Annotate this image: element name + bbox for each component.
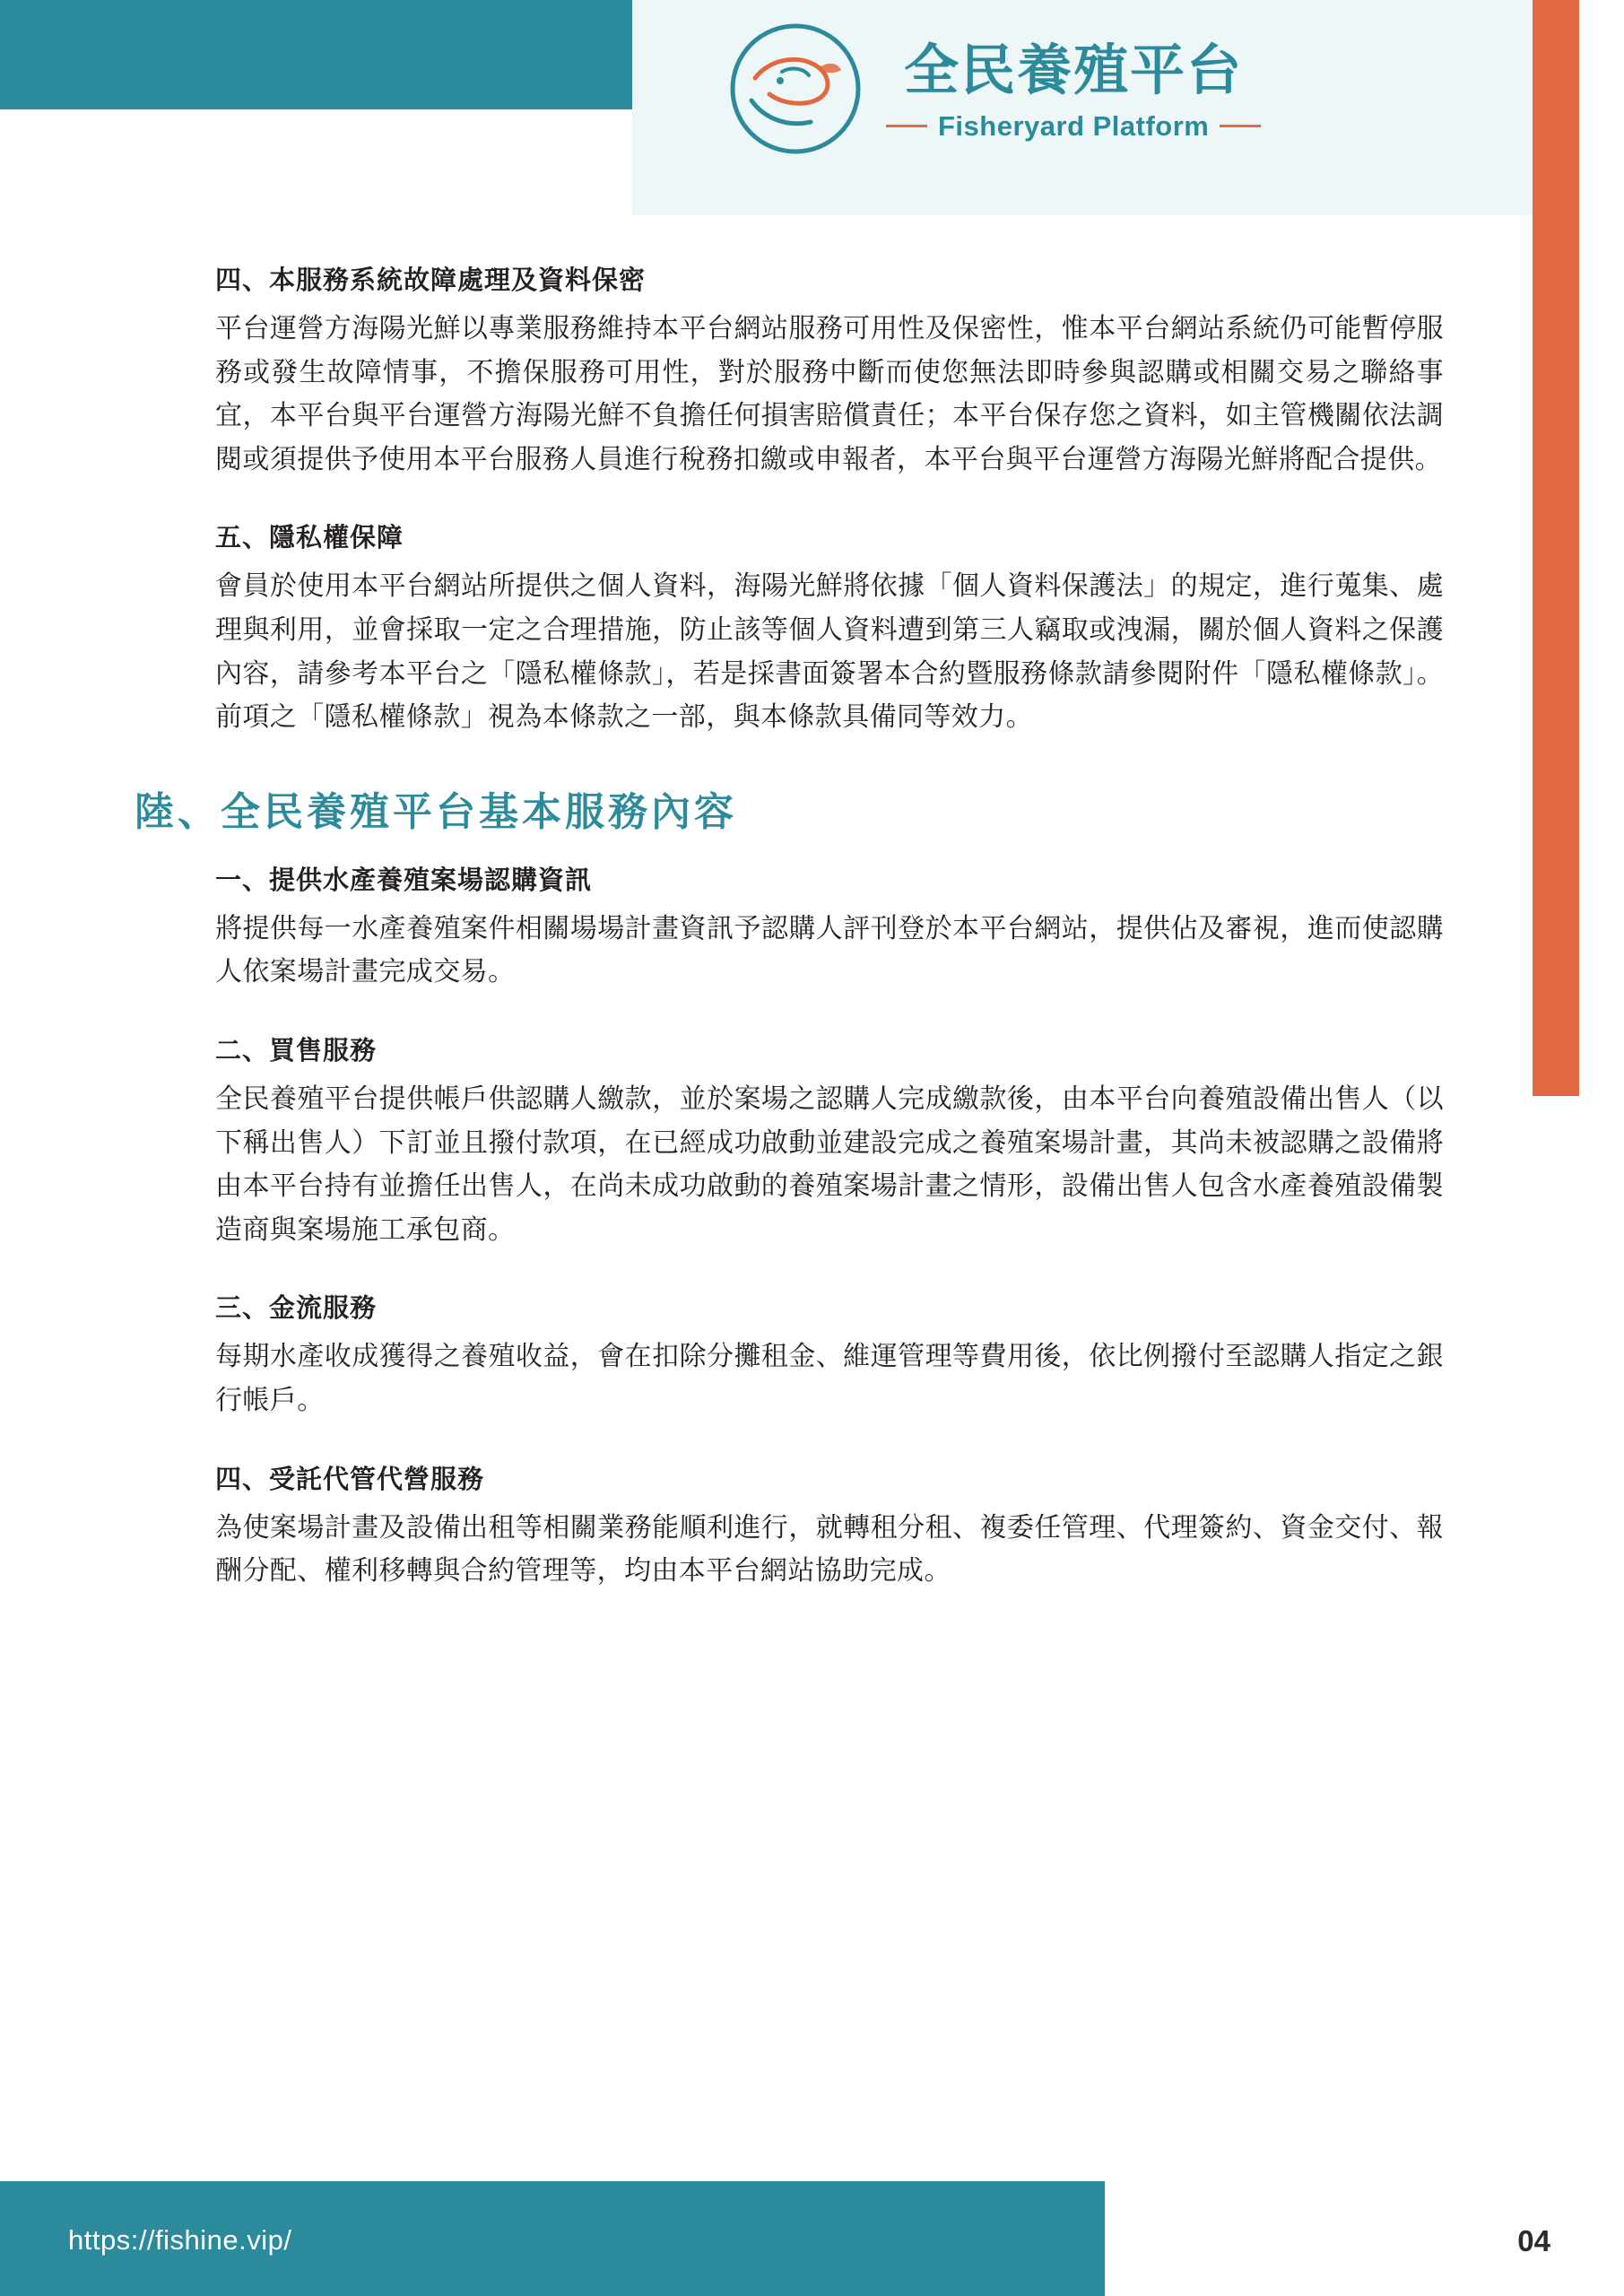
section-heading: 五、隱私權保障: [215, 522, 404, 553]
header-teal-bar: [0, 0, 632, 109]
section-paragraph: 將提供每一水產養殖案件相關場場計畫資訊予認購人評刊登於本平台網站，提供佔及審視，進而使認購人依案場計畫完成交易。: [215, 912, 1444, 988]
footer-website-link[interactable]: https://fishine.vip/: [68, 2224, 292, 2256]
section-heading: 三、金流服務: [215, 1292, 378, 1324]
rule-left: [886, 125, 927, 127]
section-heading: 四、受託代管代營服務: [215, 1463, 485, 1494]
section-paragraph: 會員於使用本平台網站所提供之個人資料，海陽光鮮將依據「個人資料保護法」的規定，進行蒐集、處理與利用，並會採取一定之合理措施，防止該等個人資料遭到第三人竊取或洩漏，關於個人資料之保護內容，請參考本平台之「隱私權條款」，若是採書面簽署本合約暨服務條款請參閱附件「隱私權條款」。前項之「隱私權條款」視為本條款之一部，與本條款具備同等效力。: [215, 570, 1444, 734]
brand-subtitle: Fisheryard Platform: [938, 109, 1210, 142]
brand-text: [886, 35, 1261, 142]
brand-title: 全民養殖平台: [904, 39, 1244, 103]
rule-right: [1220, 125, 1261, 127]
document-body: [135, 260, 1444, 1630]
fish-in-hand-icon: [728, 22, 863, 156]
page-number: 04: [1517, 2224, 1550, 2257]
section-paragraph: 平台運營方海陽光鮮以專業服務維持本平台網站服務可用性及保密性，惟本平台網站系統仍可能暫停服務或發生故障情事，不擔保服務可用性，對於服務中斷而使您無法即時參與認購或相關交易之聯絡事宜，本平台與平台運營方海陽光鮮不負擔任何損害賠償責任；本平台保存您之資料，如主管機關依法調閱或須提供予使用本平台服務人員進行稅務扣繳或申報者，本平台與平台運營方海陽光鮮將配合提供。: [215, 313, 1444, 475]
section-paragraph: 全民養殖平台提供帳戶供認購人繳款，並於案場之認購人完成繳款後，由本平台向養殖設備出售人（以下稱出售人）下訂並且撥付款項，在已經成功啟動並建設完成之養殖案場計畫，其尚未被認購之設備將由本平台持有並擔任出售人，在尚未成功啟動的養殖案場計畫之情形，設備出售人包含水產養殖設備製造商與案場施工承包商。: [215, 1083, 1444, 1246]
chapter-title: 陸、全民養殖平台基本服務內容: [135, 788, 737, 835]
brand-subtitle-row: [886, 110, 1261, 143]
section-heading: 一、提供水產養殖案場認購資訊: [215, 864, 593, 895]
section-heading: 四、本服務系統故障處理及資料保密: [215, 265, 647, 295]
brand-logo: [728, 22, 1261, 156]
section-paragraph: 每期水產收成獲得之養殖收益，會在扣除分攤租金、維運管理等費用後，依比例撥付至認購人指定之銀行帳戶。: [215, 1341, 1444, 1416]
section-heading: 二、買售服務: [215, 1034, 378, 1065]
section-paragraph: 為使案場計畫及設備出租等相關業務能順利進行，就轉租分租、複委任管理、代理簽約、資金交付、報酬分配、權利移轉與合約管理等，均由本平台網站協助完成。: [215, 1511, 1444, 1587]
header-orange-side-bar: [1533, 0, 1579, 1096]
